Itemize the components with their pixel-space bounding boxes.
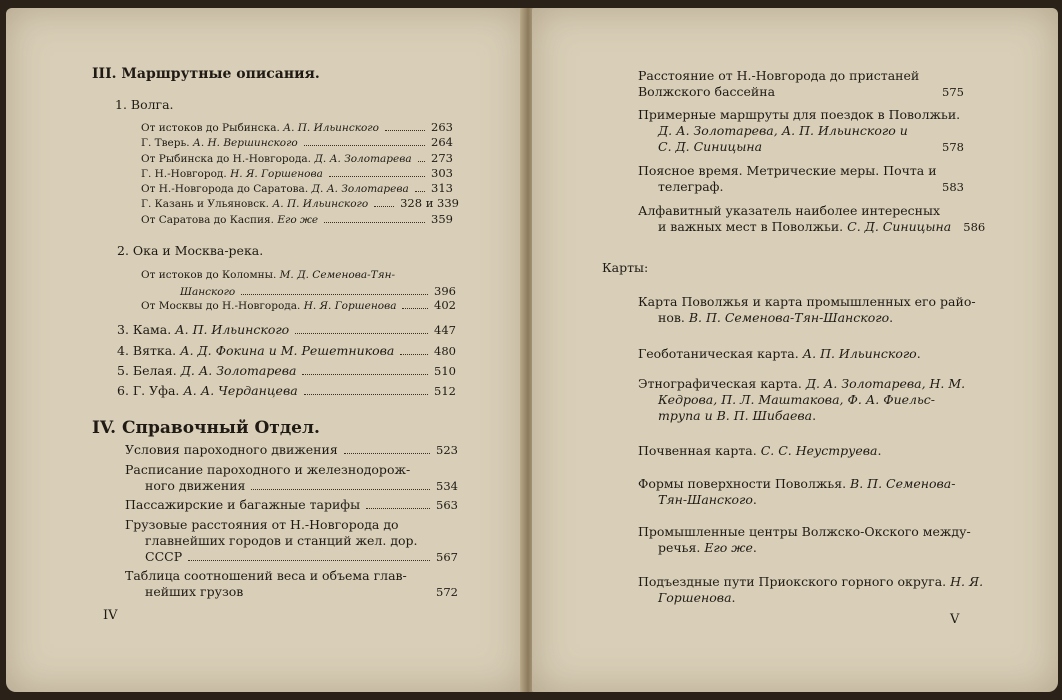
right-entry-2-cont2 — [658, 139, 964, 154]
entry-text: Г. Тверь. — [141, 137, 193, 149]
entry-text: От истоков до Коломны. — [141, 269, 280, 281]
dot-leader — [304, 145, 425, 146]
entry-author: Д. А. Золотарева — [314, 153, 412, 165]
entry-author: Кедрова, П. Л. Маштакова, Ф. А. Фиельс- — [658, 392, 936, 407]
right-entry-3: Поясное время. Метрические меры. Почта и — [638, 163, 937, 178]
entry-author: В. П. Семенова- — [850, 476, 956, 491]
entry-author: Д. А. Золотарева — [311, 183, 409, 195]
volga-entry — [141, 181, 453, 195]
entry-text: 6. Г. Уфа. — [117, 383, 184, 398]
ref-entry-2: Расписание пароходного и железнодорож- — [125, 462, 411, 477]
map-entry-1-cont: нов. В. П. Семенова-Тян-Шанского. — [658, 310, 894, 325]
right-page-number: V — [950, 612, 960, 627]
map-entry-3-cont — [658, 392, 935, 407]
entry-author: А. Д. Фокина и М. Решетникова — [180, 343, 395, 358]
page-number: 586 — [963, 220, 986, 234]
ref-entry-5: Таблица соотношений веса и объема глав- — [125, 568, 407, 583]
entry-text: Г. Казань и Ульяновск. — [141, 198, 273, 210]
page-number: 480 — [434, 344, 456, 358]
entry-author: А. П. Ильинского — [272, 198, 369, 210]
right-entry-1: Расстояние от Н.-Новгорода до пристаней — [638, 68, 920, 83]
section-3-heading: III. Маршрутные описания. — [92, 66, 320, 82]
page-number: 328 и 339 — [400, 196, 459, 210]
page-number: 447 — [434, 323, 456, 337]
right-entry-2: Примерные маршруты для поездок в Поволжьи. — [638, 107, 961, 122]
entry-author: Тян-Шанского — [658, 492, 753, 507]
page-number: 512 — [434, 384, 456, 398]
entry-author: А. П. Ильинского — [175, 322, 290, 337]
dot-leader — [374, 206, 394, 207]
dot-leader — [251, 489, 430, 490]
entry-author: В. П. Семенова-Тян-Шанского — [688, 310, 890, 325]
page-number: 575 — [942, 85, 964, 99]
entry-text: Геоботаническая карта. — [638, 346, 803, 361]
entry-text: От Н.-Новгорода до Саратова. — [141, 183, 312, 195]
dot-leader — [295, 333, 428, 334]
map-entry-1: Карта Поволжья и карта промышленных его райо- — [638, 294, 976, 309]
entry-text: Г. Н.-Новгород. — [141, 168, 231, 180]
ref-entry-2-cont — [145, 478, 458, 493]
entry-text: нейших грузов — [145, 584, 244, 599]
entry-text: Пассажирские и багажные тарифы — [125, 497, 361, 512]
map-entry-3-cont2: трупа и В. П. Шибаева. — [658, 408, 817, 423]
entry-author: Н. Я. Горшенова — [303, 300, 397, 312]
entry-text: От Рыбинска до Н.-Новгорода. — [141, 153, 315, 165]
entry-text: нов. — [658, 310, 689, 325]
ref-entry-4-cont: главнейших городов и станций жел. дор. — [145, 533, 418, 548]
entry-author: М. Д. Семенова-Тян- — [279, 269, 396, 281]
entry-text: речья. — [658, 540, 705, 555]
right-entry-4: Алфавитный указатель наиболее интересных — [638, 203, 941, 218]
entry-text: 5. Белая. — [117, 363, 181, 378]
map-entry-6-cont: речья. Его же. — [658, 540, 757, 555]
right-entry-1-cont — [638, 84, 964, 99]
entry-author: Его же — [277, 214, 319, 226]
page-number: 396 — [434, 284, 456, 298]
river-entry — [117, 383, 456, 398]
volga-entry — [141, 212, 453, 226]
dot-leader — [402, 308, 428, 309]
entry-author: трупа и В. П. Шибаева — [658, 408, 813, 423]
right-entry-4-cont — [658, 219, 986, 234]
entry-text: и важных мест в Поволжьи. — [658, 219, 848, 234]
entry-text: Формы поверхности Поволжья. — [638, 476, 851, 491]
ref-entry-4: Грузовые расстояния от Н.-Новгорода до — [125, 517, 399, 532]
entry-text: Условия пароходного движения — [125, 442, 338, 457]
river-entry — [117, 343, 456, 358]
page-number: 563 — [436, 498, 458, 512]
entry-text: Волжского бассейна — [638, 84, 776, 99]
dot-leader — [188, 560, 430, 561]
dot-leader — [344, 453, 430, 454]
entry-author: С. Д. Синицына — [847, 219, 952, 234]
page-number: 263 — [431, 120, 453, 134]
volga-heading: 1. Волга. — [115, 97, 174, 112]
entry-text: Почвенная карта. — [638, 443, 761, 458]
ref-entry-3 — [125, 497, 458, 512]
entry-text: Подъездные пути Приокского горного округа. — [638, 574, 951, 589]
dot-leader — [329, 176, 425, 177]
dot-leader — [366, 508, 430, 509]
dot-leader — [418, 161, 425, 162]
entry-text: Этнографическая карта. — [638, 376, 806, 391]
entry-author: Н. Я. — [950, 574, 984, 589]
entry-author: Д. А. Золотарева, Н. М. — [805, 376, 966, 391]
page-number: 303 — [431, 166, 453, 180]
volga-entry — [141, 151, 453, 165]
river-entry — [117, 363, 456, 378]
page-number: 567 — [436, 550, 458, 564]
page-number: 359 — [431, 212, 453, 226]
entry-author: Его же — [704, 540, 753, 555]
page-number: 402 — [434, 298, 456, 312]
dot-leader — [241, 294, 428, 295]
dot-leader — [324, 222, 425, 223]
ref-entry-4-cont2 — [145, 549, 458, 564]
volga-entry — [141, 196, 459, 210]
maps-heading: Карты: — [602, 260, 649, 275]
right-entry-2-cont — [658, 123, 908, 138]
page-number: 578 — [942, 140, 964, 154]
volga-entry — [141, 135, 453, 149]
map-entry-5 — [638, 476, 955, 491]
map-entry-5-cont: Тян-Шанского. — [658, 492, 757, 507]
left-page-number: IV — [103, 608, 118, 623]
entry-author: Н. Я. Горшенова — [230, 168, 323, 180]
dot-leader — [400, 354, 428, 355]
page-number: 273 — [431, 151, 453, 165]
page-number: 510 — [434, 364, 456, 378]
entry-author: А. А. Черданцева — [183, 383, 298, 398]
page-number: 534 — [436, 479, 458, 493]
page-number: 264 — [431, 135, 453, 149]
entry-text: СССР — [145, 549, 183, 564]
dot-leader — [302, 374, 428, 375]
map-entry-7 — [638, 574, 983, 589]
dot-leader — [304, 394, 428, 395]
entry-text: От истоков до Рыбинска. — [141, 122, 284, 134]
entry-text: 4. Вятка. — [117, 343, 181, 358]
map-entry-2: Геоботаническая карта. А. П. Ильинского. — [638, 346, 921, 361]
page-number: 523 — [436, 443, 458, 457]
page-number: 583 — [942, 180, 964, 194]
map-entry-6: Промышленные центры Волжско-Окского между- — [638, 524, 971, 539]
ref-entry-1 — [125, 442, 458, 457]
entry-author: Шанского — [180, 286, 236, 298]
oka-entry-1-cont — [180, 284, 456, 298]
entry-text: От Саратова до Каспия. — [141, 214, 278, 226]
page-number: 572 — [436, 585, 458, 599]
oka-entry-1 — [141, 269, 459, 281]
entry-text: ного движения — [145, 478, 246, 493]
page-number: 313 — [431, 181, 453, 195]
volga-entry — [141, 166, 453, 180]
oka-entry-2 — [141, 298, 456, 312]
volga-entry — [141, 120, 453, 134]
oka-heading: 2. Ока и Москва-река. — [117, 243, 264, 258]
entry-author: А. Н. Вершинского — [192, 137, 298, 149]
entry-author: А. П. Ильинского — [283, 122, 379, 134]
ref-entry-5-cont — [145, 584, 458, 599]
entry-author: Д. А. Золотарева, А. П. Ильинского и — [658, 123, 908, 138]
entry-text: От Москвы до Н.-Новгорода. — [141, 300, 304, 312]
dot-leader — [385, 130, 425, 131]
right-entry-3-cont — [658, 179, 964, 194]
entry-author: С. Д. Синицына — [658, 139, 763, 154]
entry-author: Д. А. Золотарева — [180, 363, 297, 378]
map-entry-4: Почвенная карта. С. С. Неуструева. — [638, 443, 882, 458]
entry-text: 3. Кама. — [117, 322, 176, 337]
section-4-heading: IV. Справочный Отдел. — [92, 418, 320, 438]
entry-author: С. С. Неуструева — [760, 443, 878, 458]
river-entry — [117, 322, 456, 337]
entry-text: телеграф. — [658, 179, 724, 194]
map-entry-7-cont: Горшенова. — [658, 590, 736, 605]
entry-author: А. П. Ильинского — [802, 346, 917, 361]
map-entry-3 — [638, 376, 965, 391]
entry-author: Горшенова — [658, 590, 732, 605]
dot-leader — [415, 191, 425, 192]
